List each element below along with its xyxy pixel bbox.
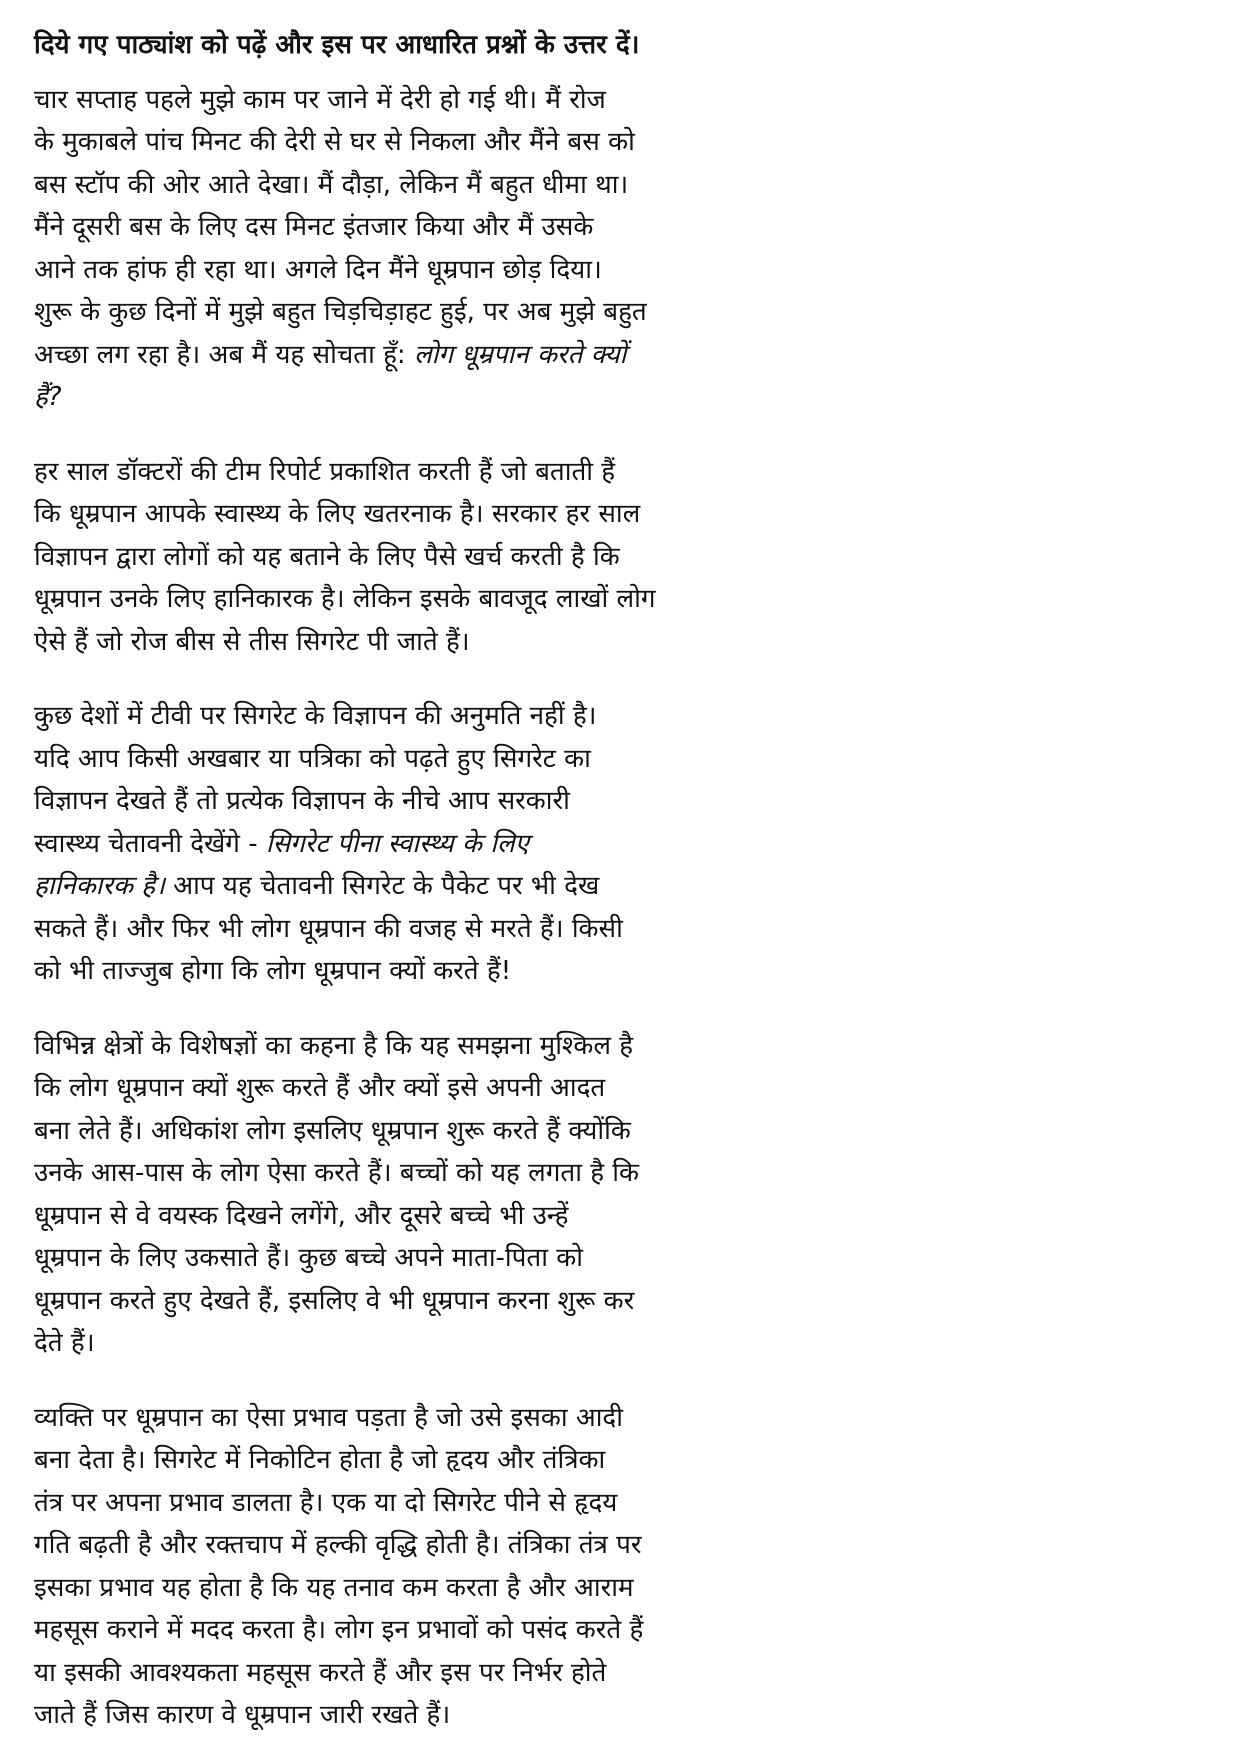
- paragraph-5-line-8: जाते हैं जिस कारण वे धूम्रपान जारी रखते हैं।: [34, 1700, 451, 1730]
- paragraph-3-line-3: विज्ञापन देखते हैं तो प्रत्येक विज्ञापन के नीचे आप सरकारी: [34, 786, 570, 816]
- paragraph-4-line-2: कि लोग धूम्रपान क्यों शुरू करते हैं और क्यों इसे अपनी आदत: [34, 1073, 606, 1103]
- paragraph-1-line-6: शुरू के कुछ दिनों में मुझे बहुत चिड़चिड़ाहट हुई, पर अब मुझे बहुत: [34, 297, 647, 327]
- paragraph-4-line-3: बना लेते हैं। अधिकांश लोग इसलिए धूम्रपान शुरू करते हैं क्योंकि: [34, 1115, 631, 1146]
- paragraph-2-line-5: ऐसे हैं जो रोज बीस से तीस सिगरेट पी जाते हैं।: [34, 626, 470, 657]
- paragraph-2: [34, 451, 1240, 664]
- paragraph-3-line-7: को भी ताज्जुब होगा कि लोग धूम्रपान क्यों करते हैं!: [34, 956, 512, 986]
- paragraph-3-line-4-text: स्वास्थ्य चेतावनी देखेंगे -: [34, 828, 266, 859]
- paragraph-5-line-1: व्यक्ति पर धूम्रपान का ऐसा प्रभाव पड़ता है जो उसे इसका आदी: [34, 1402, 623, 1433]
- paragraph-1-line-1: चार सप्ताह पहले मुझे काम पर जाने में देरी हो गई थी। मैं रोज: [34, 84, 606, 115]
- paragraph-3-line-1: कुछ देशों में टीवी पर सिगरेट के विज्ञापन की अनुमति नहीं है।: [34, 701, 597, 731]
- paragraph-4-line-6: धूम्रपान के लिए उकसाते हैं। कुछ बच्चे अपने माता-पिता को: [34, 1243, 583, 1273]
- paragraph-1-line-7-text: अच्छा लग रहा है। अब मैं यह सोचता हूँ:: [34, 339, 414, 370]
- paragraph-5-line-6: महसूस कराने में मदद करता है। लोग इन प्रभावों को पसंद करते हैं: [34, 1615, 644, 1645]
- paragraph-1-line-8: हैं?: [34, 382, 62, 412]
- passage-instruction-heading: दिये गए पाठ्यांश को पढ़ें और इस पर आधारित प्रश्नों के उत्तर दें।: [34, 30, 640, 60]
- paragraph-1-line-5: आने तक हांफ ही रहा था। अगले दिन मैंने धूम्रपान छोड़ दिया।: [34, 254, 602, 285]
- paragraph-4: [34, 1025, 1240, 1365]
- paragraph-2-line-1: हर साल डॉक्टरों की टीम रिपोर्ट प्रकाशित करती हैं जो बताती हैं: [34, 456, 616, 487]
- paragraph-5-line-2: बना देता है। सिगरेट में निकोटिन होता है जो हृदय और तंत्रिका: [34, 1445, 606, 1475]
- paragraph-3-line-5-text: आप यह चेतावनी सिगरेट के पैकेट पर भी देख: [164, 871, 600, 901]
- paragraph-5: [34, 1397, 1240, 1737]
- paragraph-4-line-7: धूम्रपान करते हुए देखते हैं, इसलिए वे भी धूम्रपान करना शुरू कर: [34, 1285, 635, 1316]
- paragraph-1-line-2: के मुकाबले पांच मिनट की देरी से घर से निकला और मैंने बस को: [34, 127, 635, 157]
- paragraph-1: [34, 79, 1240, 419]
- paragraph-1-line-3: बस स्टॉप की ओर आते देखा। मैं दौड़ा, लेकिन मैं बहुत धीमा था।: [34, 169, 629, 200]
- health-warning-italic-part-1: सिगरेट पीना स्वास्थ्य के लिए: [265, 828, 529, 859]
- paragraph-5-line-3: तंत्र पर अपना प्रभाव डालता है। एक या दो सिगरेट पीने से हृदय: [34, 1487, 618, 1518]
- paragraph-3-line-6: सकते हैं। और फिर भी लोग धूम्रपान की वजह से मरते हैं। किसी: [34, 913, 623, 944]
- paragraph-4-line-5: धूम्रपान से वे वयस्क दिखने लगेंगे, और दूसरे बच्चे भी उन्हें: [34, 1200, 569, 1231]
- paragraph-2-line-4: धूम्रपान उनके लिए हानिकारक है। लेकिन इसके बावजूद लाखों लोग: [34, 584, 656, 614]
- paragraph-4-line-8: देते हैं।: [34, 1328, 95, 1358]
- paragraph-5-line-5: इसका प्रभाव यह होता है कि यह तनाव कम करता है और आराम: [34, 1572, 634, 1603]
- paragraph-2-line-2: कि धूम्रपान आपके स्वास्थ्य के लिए खतरनाक है। सरकार हर साल: [34, 499, 641, 529]
- paragraph-1-italic-question: लोग धूम्रपान करते क्यों: [413, 339, 627, 370]
- paragraph-5-line-4: गति बढ़ती है और रक्तचाप में हल्की वृद्धि होती है। तंत्रिका तंत्र पर: [34, 1530, 642, 1560]
- paragraph-3-line-2: यदि आप किसी अखबार या पत्रिका को पढ़ते हुए सिगरेट का: [34, 743, 591, 774]
- paragraph-3: [34, 695, 1240, 993]
- paragraph-4-line-4: उनके आस-पास के लोग ऐसा करते हैं। बच्चों को यह लगता है कि: [34, 1158, 639, 1188]
- paragraph-2-line-3: विज्ञापन द्वारा लोगों को यह बताने के लिए पैसे खर्च करती है कि: [34, 541, 620, 572]
- paragraph-4-line-1: विभिन्न क्षेत्रों के विशेषज्ञों का कहना है कि यह समझना मुश्किल है: [34, 1030, 634, 1061]
- paragraph-3-line-4: [34, 823, 1240, 866]
- health-warning-italic-part-2: हानिकारक है।: [34, 871, 165, 901]
- paragraph-3-line-5: [34, 865, 1240, 908]
- paragraph-5-line-7: या इसकी आवश्यकता महसूस करते हैं और इस पर निर्भर होते: [34, 1657, 607, 1688]
- paragraph-1-line-4: मैंने दूसरी बस के लिए दस मिनट इंतजार किया और मैं उसके: [34, 212, 594, 242]
- paragraph-1-line-7: [34, 334, 1240, 377]
